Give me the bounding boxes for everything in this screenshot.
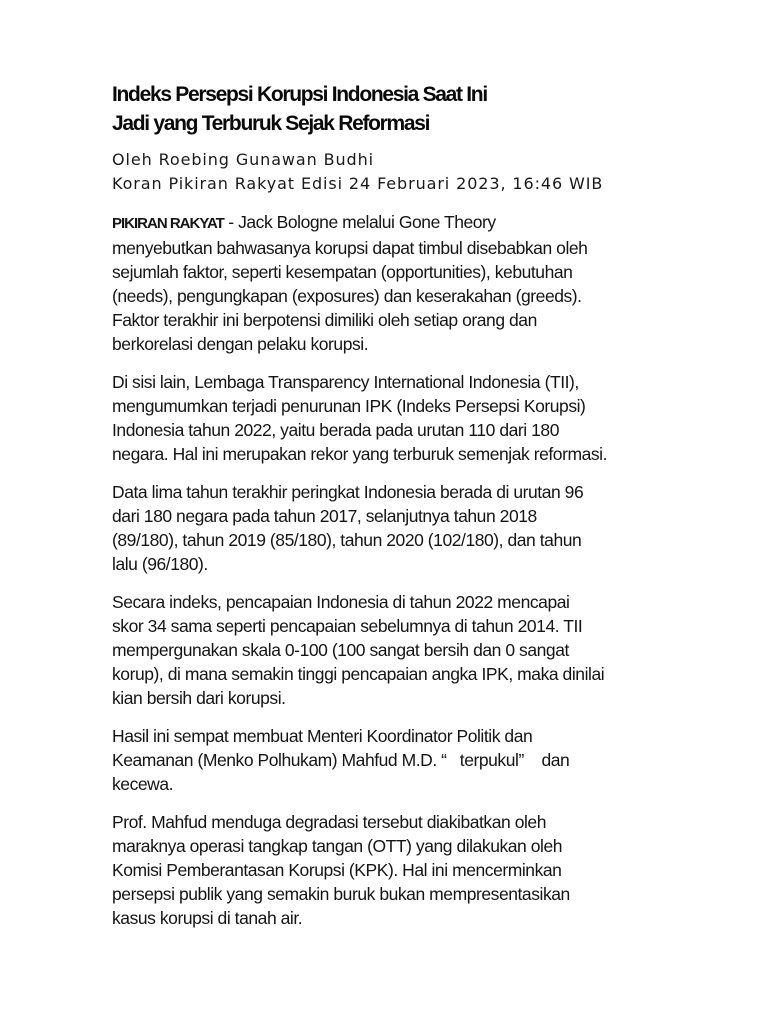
paragraph-line: Data lima tahun terakhir peringkat Indonesia berada di urutan 96 xyxy=(112,482,584,502)
paragraph-line: sejumlah faktor, seperti kesempatan (opportunities), kebutuhan xyxy=(112,262,573,282)
paragraph-line: Hasil ini sempat membuat Menteri Koordinator Politik dan xyxy=(112,726,533,746)
paragraph-line: (needs), pengungkapan (exposures) dan keserakahan (greeds). xyxy=(112,286,582,306)
paragraph-line: menyebutkan bahwasanya korupsi dapat timbul disebabkan oleh xyxy=(112,238,588,258)
paragraph-line: skor 34 sama seperti pencapaian sebelumnya di tahun 2014. TII xyxy=(112,616,583,636)
paragraph-line: kasus korupsi di tanah air. xyxy=(112,908,303,928)
title-line: Indeks Persepsi Korupsi Indonesia Saat Ini xyxy=(112,83,487,106)
paragraph-line: Indonesia tahun 2022, yaitu berada pada urutan 110 dari 180 xyxy=(112,420,559,440)
paragraph-line: (89/180), tahun 2019 (85/180), tahun 2020 (102/180), dan tahun xyxy=(112,530,582,550)
paragraph-line: korup), di mana semakin tinggi pencapaian angka IPK, maka dinilai xyxy=(112,664,605,684)
title-line: Jadi yang Terburuk Sejak Reformasi xyxy=(112,112,430,135)
paragraph xyxy=(112,210,697,356)
source-separator: - xyxy=(223,212,239,232)
paragraph-line: Keamanan (Menko Polhukam) Mahfud M.D. “ terpukul” dan xyxy=(112,750,570,770)
paragraph-line: Di sisi lain, Lembaga Transparency International Indonesia (TII), xyxy=(112,372,579,392)
author-line: Oleh Roebing Gunawan Budhi xyxy=(112,150,374,169)
paragraph-line: kecewa. xyxy=(112,774,174,794)
paragraph-line: berkorelasi dengan pelaku korupsi. xyxy=(112,334,369,354)
paragraph-line: lalu (96/180). xyxy=(112,554,208,574)
paragraph-line: mempergunakan skala 0-100 (100 sangat bersih dan 0 sangat xyxy=(112,640,569,660)
byline xyxy=(112,148,697,196)
paragraph-line: Faktor terakhir ini berpotensi dimiliki oleh setiap orang dan xyxy=(112,310,537,330)
paragraph xyxy=(112,810,697,930)
paragraph-line: Komisi Pemberantasan Korupsi (KPK). Hal ini mencerminkan xyxy=(112,860,562,880)
paragraph xyxy=(112,590,697,710)
paragraph-line: Secara indeks, pencapaian Indonesia di tahun 2022 mencapai xyxy=(112,592,570,612)
paragraph xyxy=(112,724,697,796)
paragraph-line: dari 180 negara pada tahun 2017, selanjutnya tahun 2018 xyxy=(112,506,537,526)
paragraph-text: Jack Bologne melalui Gone Theory xyxy=(238,212,496,232)
publication-line: Koran Pikiran Rakyat Edisi 24 Februari 2023, 16:46 WIB xyxy=(112,174,604,193)
article xyxy=(112,80,697,944)
paragraph-line: negara. Hal ini merupakan rekor yang terburuk semenjak reformasi. xyxy=(112,444,608,464)
paragraph-line: maraknya operasi tangkap tangan (OTT) yang dilakukan oleh xyxy=(112,836,563,856)
source-label: PIKIRAN RAKYAT xyxy=(112,215,224,232)
paragraph xyxy=(112,370,697,466)
paragraph-line xyxy=(112,210,697,236)
paragraph-line: Prof. Mahfud menduga degradasi tersebut diakibatkan oleh xyxy=(112,812,546,832)
paragraph-line: mengumumkan terjadi penurunan IPK (Indeks Persepsi Korupsi) xyxy=(112,396,586,416)
paragraph-line: persepsi publik yang semakin buruk bukan mempresentasikan xyxy=(112,884,570,904)
article-title xyxy=(112,80,697,138)
paragraph-line: kian bersih dari korupsi. xyxy=(112,688,286,708)
paragraph xyxy=(112,480,697,576)
